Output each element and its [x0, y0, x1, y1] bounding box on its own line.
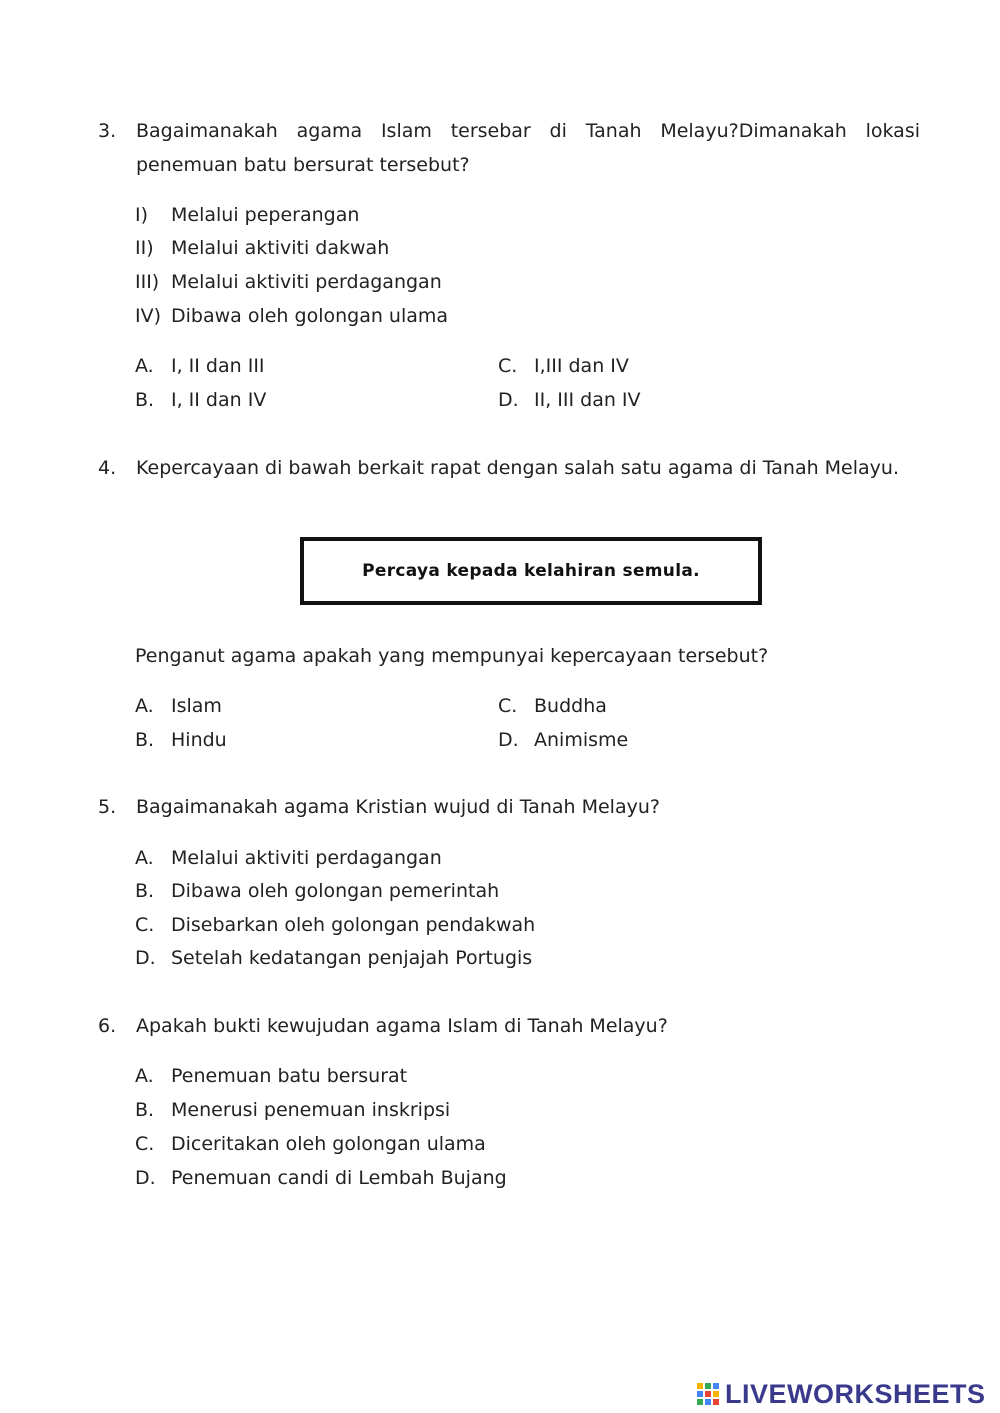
option-text: Animisme — [534, 729, 629, 751]
question-text: Kepercayaan di bawah berkait rapat dengan salah satu agama di Tanah Melayu. — [136, 457, 899, 479]
option-text: Buddha — [534, 695, 607, 717]
statement-i — [135, 198, 359, 232]
question-number: 4. — [98, 457, 117, 479]
option-label: D. — [135, 1167, 156, 1189]
question-6 — [98, 1009, 920, 1043]
option-label: B. — [135, 729, 155, 751]
belief-box — [300, 537, 762, 605]
option-a[interactable] — [135, 349, 265, 383]
option-label: B. — [135, 389, 155, 411]
statement-label: II) — [135, 237, 154, 259]
statement-text: Melalui aktiviti perdagangan — [171, 271, 442, 293]
question-text: Bagaimanakah agama Islam tersebar di Tanah Melayu?Dimanakah lokasi penemuan batu bersurat tersebut? — [136, 120, 920, 176]
option-label: D. — [498, 729, 519, 751]
option-d[interactable] — [135, 1161, 507, 1195]
option-c[interactable] — [135, 1127, 486, 1161]
statement-iv — [135, 299, 448, 333]
question-4 — [98, 451, 920, 485]
option-b[interactable] — [135, 1093, 450, 1127]
option-b[interactable] — [135, 874, 499, 908]
option-label: C. — [135, 914, 155, 936]
statement-label: III) — [135, 271, 160, 293]
statement-ii — [135, 231, 389, 265]
option-b[interactable] — [135, 723, 227, 757]
option-d[interactable] — [498, 723, 628, 757]
option-label: A. — [135, 695, 154, 717]
option-label: C. — [498, 695, 518, 717]
statement-iii — [135, 265, 442, 299]
belief-box-text: Percaya kepada kelahiran semula. — [362, 561, 700, 581]
option-text: Menerusi penemuan inskripsi — [171, 1099, 451, 1121]
question-3 — [98, 114, 920, 182]
option-a[interactable] — [135, 1059, 407, 1093]
option-label: A. — [135, 847, 154, 869]
option-text: I, II dan IV — [171, 389, 267, 411]
option-label: B. — [135, 1099, 155, 1121]
statement-label: I) — [135, 204, 149, 226]
statement-text: Melalui peperangan — [171, 204, 360, 226]
option-text: Dibawa oleh golongan pemerintah — [171, 880, 500, 902]
option-text: Penemuan candi di Lembah Bujang — [171, 1167, 507, 1189]
option-text: Hindu — [171, 729, 227, 751]
statement-text: Melalui aktiviti dakwah — [171, 237, 390, 259]
option-text: II, III dan IV — [534, 389, 641, 411]
question-followup: Penganut agama apakah yang mempunyai kepercayaan tersebut? — [135, 645, 769, 667]
option-text: Disebarkan oleh golongan pendakwah — [171, 914, 536, 936]
option-text: Diceritakan oleh golongan ulama — [171, 1133, 486, 1155]
statement-label: IV) — [135, 305, 162, 327]
option-text: I,III dan IV — [534, 355, 629, 377]
option-text: Setelah kedatangan penjajah Portugis — [171, 947, 533, 969]
option-d[interactable] — [135, 941, 532, 975]
option-c[interactable] — [498, 349, 629, 383]
question-number: 3. — [98, 120, 117, 142]
statement-text: Dibawa oleh golongan ulama — [171, 305, 449, 327]
option-d[interactable] — [498, 383, 641, 417]
option-label: C. — [135, 1133, 155, 1155]
liveworksheets-logo-icon — [697, 1383, 721, 1405]
question-number: 6. — [98, 1015, 117, 1037]
question-number: 5. — [98, 796, 117, 818]
option-c[interactable] — [135, 908, 535, 942]
question-text: Bagaimanakah agama Kristian wujud di Tanah Melayu? — [136, 796, 660, 818]
option-b[interactable] — [135, 383, 266, 417]
option-text: Penemuan batu bersurat — [171, 1065, 408, 1087]
question-text: Apakah bukti kewujudan agama Islam di Tanah Melayu? — [136, 1015, 668, 1037]
option-a[interactable] — [135, 689, 222, 723]
option-text: I, II dan III — [171, 355, 265, 377]
option-label: B. — [135, 880, 155, 902]
question-5 — [98, 790, 920, 824]
option-label: D. — [498, 389, 519, 411]
option-label: D. — [135, 947, 156, 969]
option-c[interactable] — [498, 689, 607, 723]
option-label: A. — [135, 1065, 154, 1087]
option-a[interactable] — [135, 841, 442, 875]
liveworksheets-text: LIVEWORKSHEETS — [725, 1378, 986, 1409]
option-text: Melalui aktiviti perdagangan — [171, 847, 442, 869]
option-text: Islam — [171, 695, 222, 717]
liveworksheets-watermark — [697, 1379, 986, 1409]
option-label: C. — [498, 355, 518, 377]
option-label: A. — [135, 355, 154, 377]
